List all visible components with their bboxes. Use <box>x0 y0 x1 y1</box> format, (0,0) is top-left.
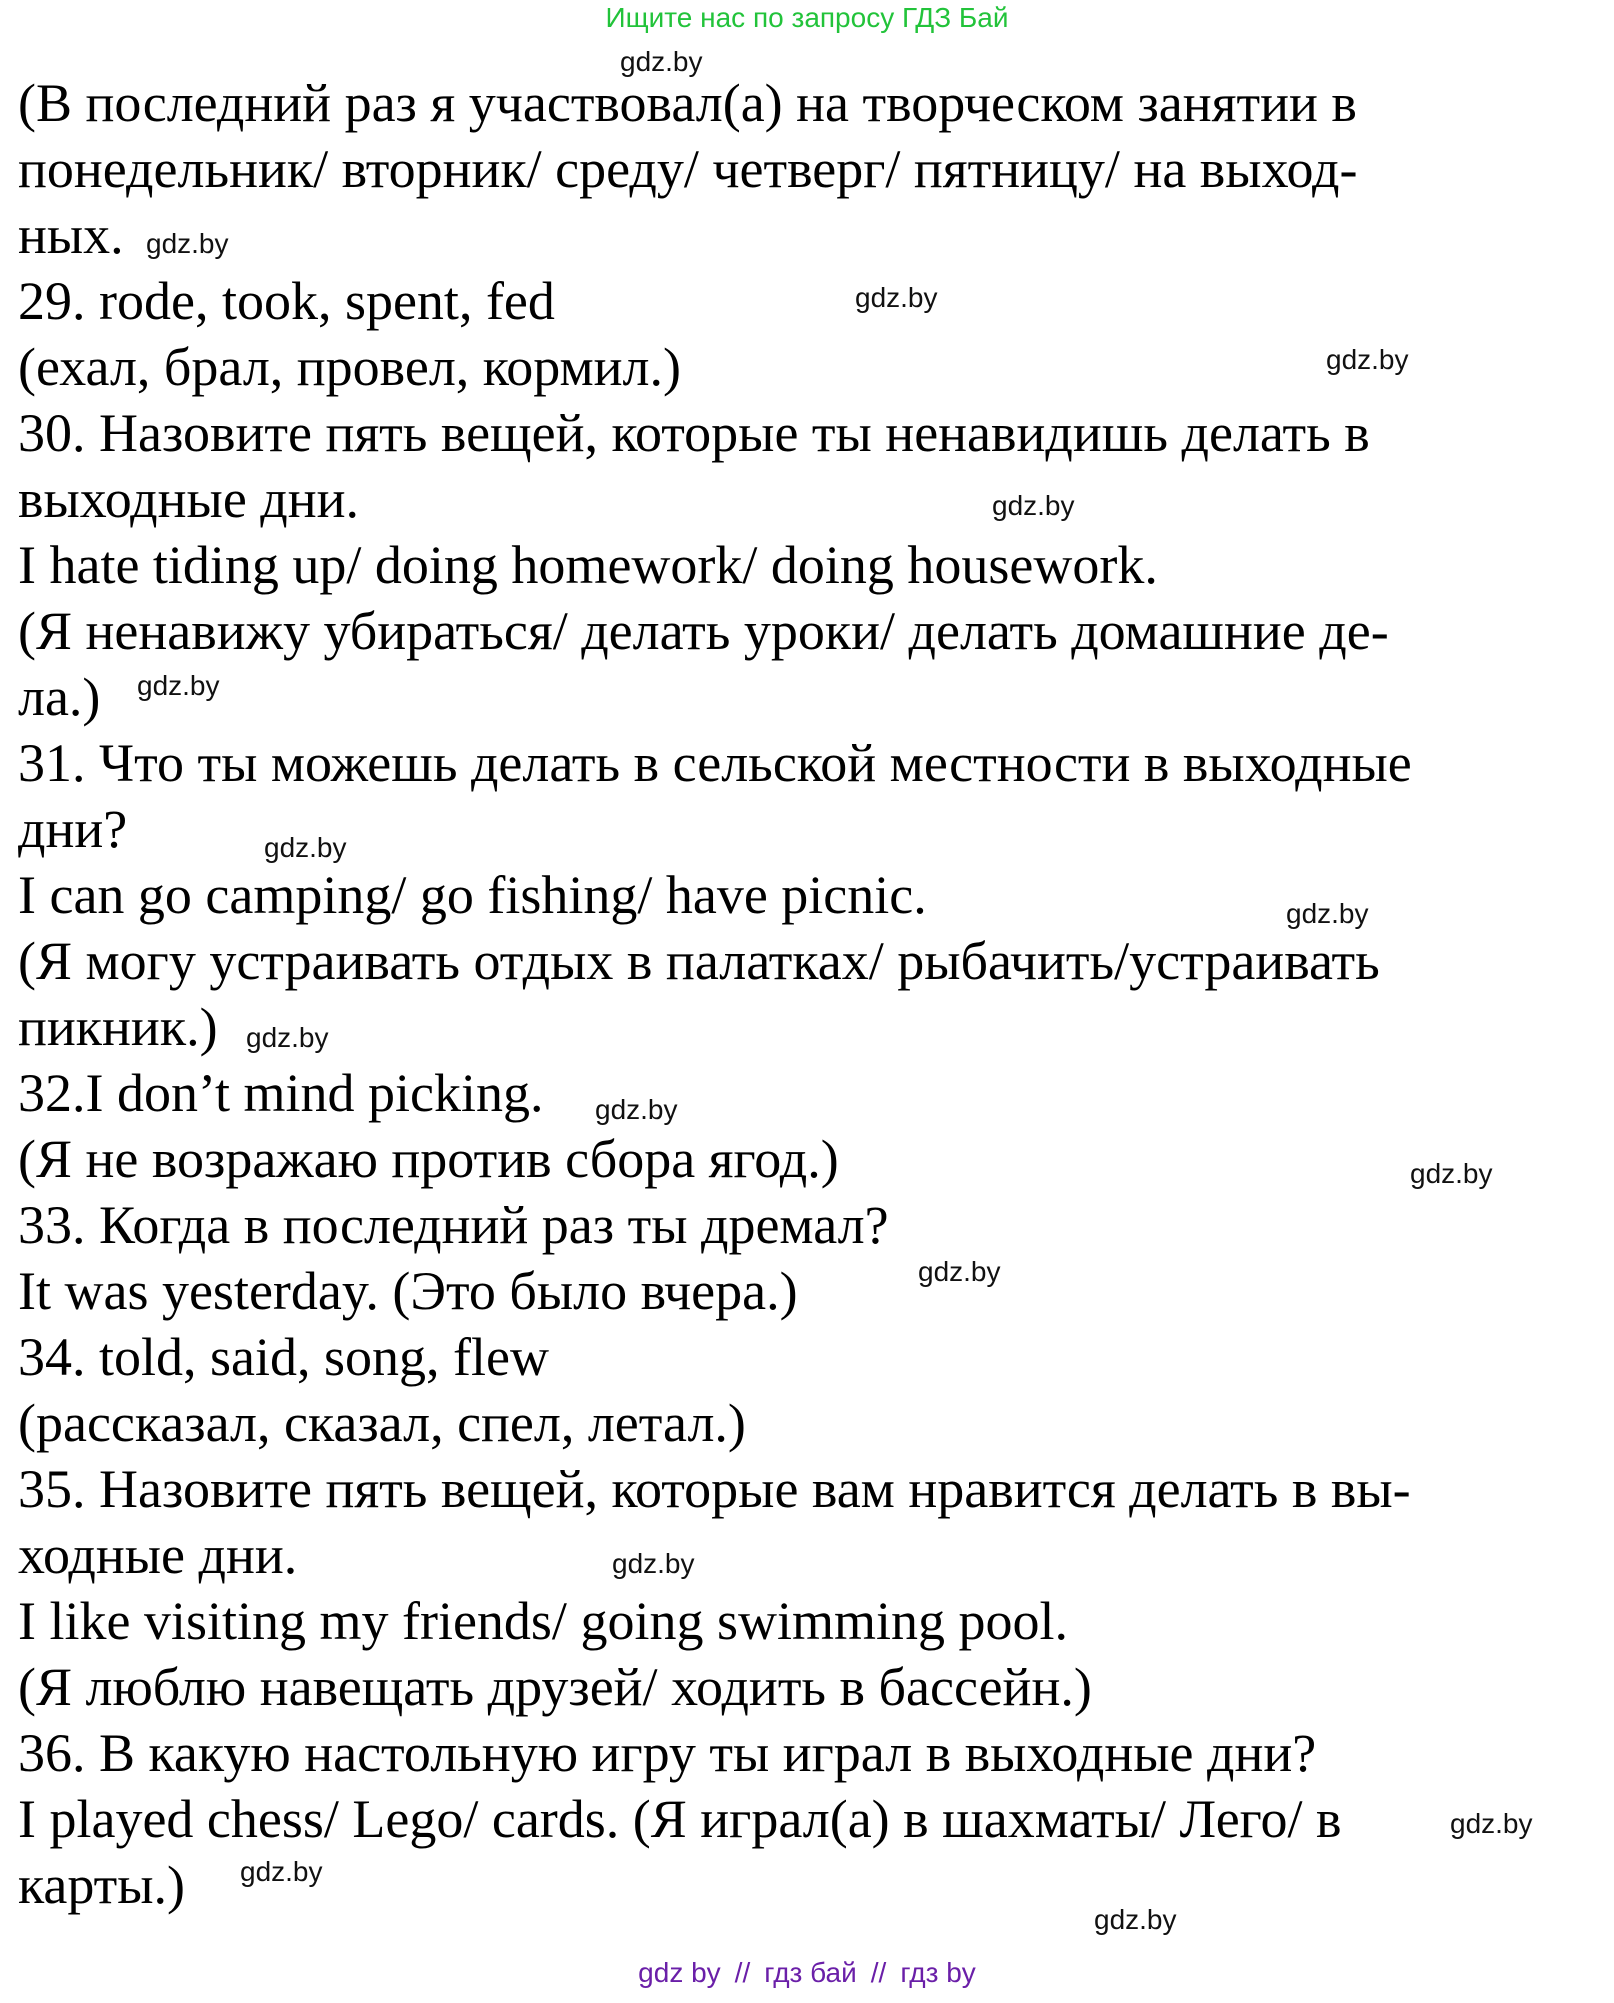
top-banner: Ищите нас по запросу ГДЗ Бай <box>605 2 1009 33</box>
watermark: gdz.by <box>855 282 938 313</box>
footer-part: гдз бай <box>764 1957 857 1988</box>
watermark: gdz.by <box>240 1856 323 1887</box>
text-line: (Я могу устраивать отдых в палатках/ рыбачить/устраивать <box>18 931 1380 991</box>
watermark: gdz.by <box>264 832 347 863</box>
text-line: ходные дни. <box>18 1525 298 1585</box>
watermark: gdz.by <box>1094 1904 1177 1935</box>
footer-part: gdz by <box>638 1957 721 1988</box>
text-line: (Я люблю навещать друзей/ ходить в бассейн.) <box>18 1657 1092 1717</box>
text-line: I played chess/ Lego/ cards. (Я играл(а) в шахматы/ Лего/ в <box>18 1789 1342 1849</box>
text-line: 29. rode, took, spent, fed <box>18 271 555 331</box>
watermark: gdz.by <box>918 1256 1001 1287</box>
text-line: выходные дни. <box>18 469 360 529</box>
text-line: (Я не возражаю против сбора ягод.) <box>18 1129 839 1189</box>
watermark: gdz.by <box>1410 1158 1493 1189</box>
text-line: It was yesterday. (Это было вчера.) <box>18 1261 798 1321</box>
text-line: (рассказал, сказал, спел, летал.) <box>18 1393 746 1453</box>
text-line: 32.I don’t mind picking. <box>18 1063 544 1123</box>
watermark: gdz.by <box>1326 344 1409 375</box>
text-line: карты.) <box>18 1855 186 1915</box>
text-line: (Я ненавижу убираться/ делать уроки/ делать домашние де- <box>18 601 1389 661</box>
footer-watermark <box>0 1955 1614 1991</box>
text-line: 31. Что ты можешь делать в сельской местности в выходные <box>18 733 1412 793</box>
text-line: 30. Назовите пять вещей, которые ты ненавидишь делать в <box>18 403 1370 463</box>
text-line: ных. <box>18 205 124 265</box>
text-line: дни? <box>18 799 128 859</box>
text-line: ла.) <box>18 667 101 727</box>
watermark: gdz.by <box>137 670 220 701</box>
text-line: понедельник/ вторник/ среду/ четверг/ пятницу/ на выход- <box>18 139 1358 199</box>
text-line: пикник.) <box>18 997 218 1057</box>
watermark: gdz.by <box>1450 1808 1533 1839</box>
watermark: gdz.by <box>620 46 703 77</box>
watermark: gdz.by <box>1286 898 1369 929</box>
text-line: (ехал, брал, провел, кормил.) <box>18 337 681 397</box>
watermark: gdz.by <box>612 1548 695 1579</box>
text-line: 35. Назовите пять вещей, которые вам нравится делать в вы- <box>18 1459 1411 1519</box>
footer-separator: // <box>870 1957 887 1988</box>
text-line: 36. В какую настольную игру ты играл в выходные дни? <box>18 1723 1317 1783</box>
watermark: gdz.by <box>992 490 1075 521</box>
text-line: I like visiting my friends/ going swimming pool. <box>18 1591 1068 1651</box>
watermark: gdz.by <box>246 1022 329 1053</box>
watermark: gdz.by <box>146 228 229 259</box>
text-line: (В последний раз я участвовал(а) на творческом занятии в <box>18 73 1357 133</box>
text-line: 33. Когда в последний раз ты дремал? <box>18 1195 889 1255</box>
footer-part: гдз by <box>900 1957 976 1988</box>
footer-separator: // <box>734 1957 751 1988</box>
text-line: I can go camping/ go fishing/ have picnic. <box>18 865 927 925</box>
text-line: 34. told, said, song, flew <box>18 1327 549 1387</box>
text-line: I hate tiding up/ doing homework/ doing housework. <box>18 535 1158 595</box>
watermark: gdz.by <box>595 1094 678 1125</box>
